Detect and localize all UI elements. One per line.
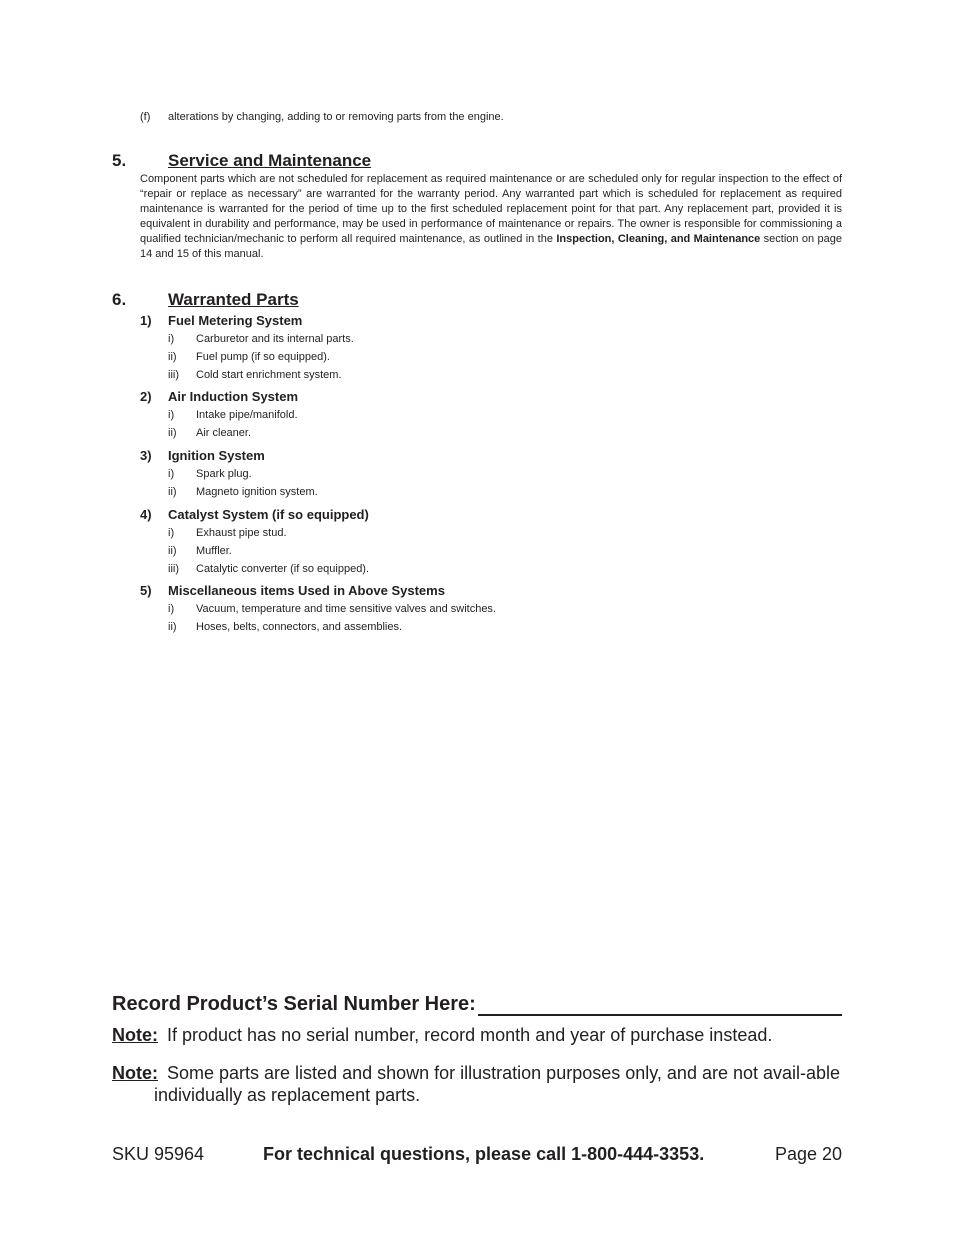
group-title-text: Air Induction System: [168, 389, 299, 404]
parts-group: [140, 447, 842, 501]
item-number: i): [168, 468, 175, 480]
list-item: [140, 330, 842, 348]
section-title: Warranted Parts: [168, 290, 299, 309]
item-text: alterations by changing, adding to or removing parts from the engine.: [168, 111, 504, 123]
item-text: Spark plug.: [196, 468, 252, 480]
item-text: Carburetor and its internal parts.: [196, 333, 354, 345]
group-title-text: Fuel Metering System: [168, 313, 303, 328]
section-title: Service and Maintenance: [168, 151, 372, 170]
item-number: i): [168, 603, 175, 615]
item-text: Exhaust pipe stud.: [196, 527, 287, 539]
parts-group: [140, 506, 842, 578]
group-title: [140, 506, 842, 524]
section-number: 5.: [112, 151, 127, 170]
group-title-text: Miscellaneous items Used in Above Systems: [168, 583, 445, 598]
parts-group: [140, 312, 842, 384]
group-number: 1): [140, 313, 152, 328]
list-item: [140, 424, 842, 442]
sku-number: SKU 95964: [112, 1144, 205, 1164]
tech-support-line: For technical questions, please call 1-800-444-3353.: [263, 1144, 705, 1164]
note-label: Note:: [112, 1025, 158, 1045]
item-text: Vacuum, temperature and time sensitive valves and switches.: [196, 603, 496, 615]
serial-label: Record Product’s Serial Number Here:: [112, 993, 476, 1015]
note-serial: [112, 1024, 842, 1046]
group-title: [140, 447, 842, 465]
page-number: Page 20: [774, 1144, 842, 1164]
item-text: Muffler.: [196, 545, 232, 557]
item-text: Intake pipe/manifold.: [196, 409, 298, 421]
item-text: Magneto ignition system.: [196, 486, 318, 498]
item-label: (f): [140, 111, 151, 123]
note-label: Note:: [112, 1063, 158, 1083]
list-item: [140, 560, 842, 578]
item-text: Air cleaner.: [196, 427, 252, 439]
group-number: 4): [140, 507, 152, 522]
list-item: [140, 366, 842, 384]
note-text: Some parts are listed and shown for illustration purposes only, and are not avail-able individually as replacement parts.: [154, 1063, 841, 1105]
item-number: ii): [168, 427, 177, 439]
section-number: 6.: [112, 290, 127, 309]
section-5-body: [140, 172, 842, 262]
group-title-text: Ignition System: [168, 448, 265, 463]
body-bold-text: Inspection, Cleaning, and Maintenance: [556, 233, 761, 245]
serial-number-record: [112, 992, 842, 1016]
body-text: Component parts which are not scheduled for replacement as required maintenance or are scheduled only for regular inspection to the effect of “repair or replace as necessary” are warranted for the warranty period. Any warranted part which is scheduled for replacement as required maintenance is warranted for the period of time up to the first scheduled replacement point for that part. Any replacement part, provided it is equivalent in durability and performance, may be used in performance of maintenance or repairs. The owner is responsible for commissioning a qualified technician/mechanic to perform all required maintenance, as outlined in the: [140, 173, 842, 245]
list-item: [140, 542, 842, 560]
item-text: Hoses, belts, connectors, and assemblies.: [196, 621, 403, 633]
list-item: [140, 524, 842, 542]
list-item: [140, 600, 842, 618]
note-text: If product has no serial number, record month and year of purchase instead.: [167, 1025, 773, 1045]
item-number: ii): [168, 545, 177, 557]
item-number: ii): [168, 621, 177, 633]
list-item: [140, 483, 842, 501]
parts-group: [140, 582, 842, 636]
item-number: ii): [168, 351, 177, 363]
item-text: Cold start enrichment system.: [196, 369, 342, 381]
group-number: 2): [140, 389, 152, 404]
note-parts: [112, 1062, 884, 1106]
item-text: Catalytic converter (if so equipped).: [196, 563, 370, 575]
group-title: [140, 312, 842, 330]
warranty-item-f: [140, 110, 504, 124]
body-text-end: section on page 14 and 15 of this manual.: [140, 233, 843, 260]
item-number: ii): [168, 486, 177, 498]
item-number: i): [168, 409, 175, 421]
section-6-heading: [112, 290, 299, 310]
group-number: 5): [140, 583, 152, 598]
group-number: 3): [140, 448, 152, 463]
section-5-heading: [112, 151, 371, 171]
item-text: Fuel pump (if so equipped).: [196, 351, 330, 363]
list-item: [140, 465, 842, 483]
parts-group: [140, 388, 842, 442]
list-item: [140, 406, 842, 424]
item-number: i): [168, 333, 175, 345]
list-item: [140, 618, 842, 636]
item-number: i): [168, 527, 175, 539]
list-item: [140, 348, 842, 366]
item-number: iii): [168, 369, 179, 381]
item-number: iii): [168, 563, 179, 575]
group-title: [140, 388, 842, 406]
group-title: [140, 582, 842, 600]
serial-number-line[interactable]: [478, 992, 842, 1016]
group-title-text: Catalyst System (if so equipped): [168, 507, 369, 522]
